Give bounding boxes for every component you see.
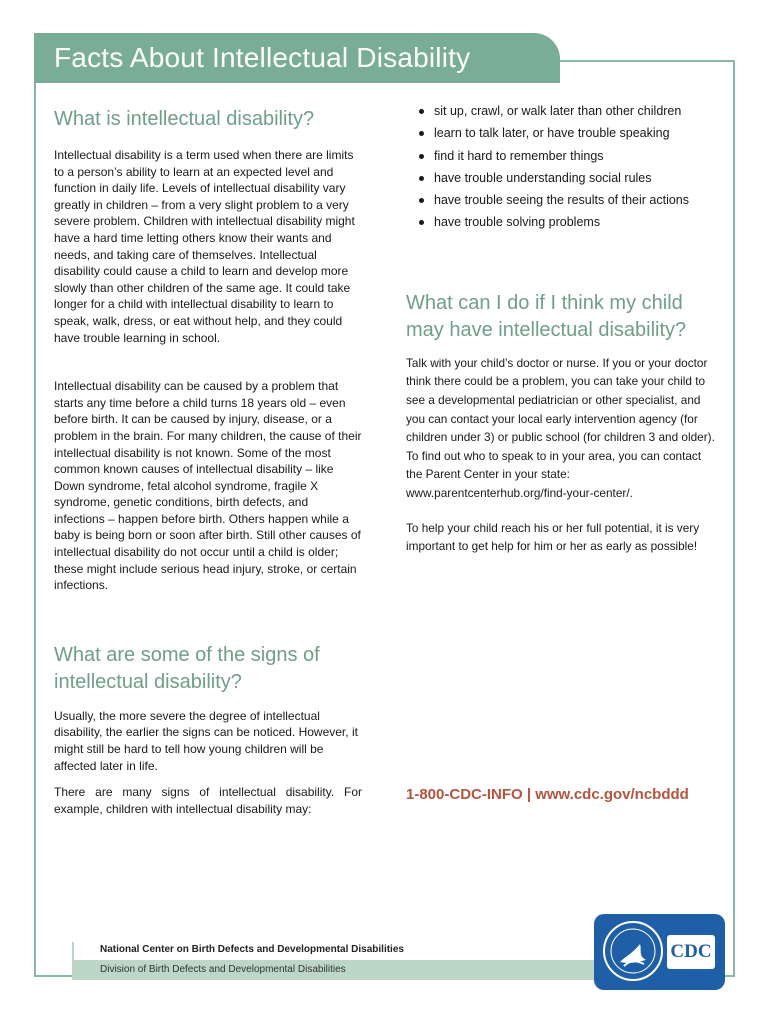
right-column (406, 100, 716, 556)
footer-center-name: National Center on Birth Defects and Developmental Disabilities (100, 944, 404, 955)
paragraph-talk-to-doctor: Talk with your child’s doctor or nurse. If you or your doctor think there could be a problem, you can take your child to see a developmental pediatrician or other specialist, and you can contact your local early intervention agency (for children under 3) or public school (for children 3 and older). To find out who to speak to in your area, you can contact the Parent Center in your state: www.parentcenterhub.org/find-your-center/. (406, 355, 715, 500)
list-item: have trouble seeing the results of their actions (406, 189, 716, 211)
list-item: learn to talk later, or have trouble speaking (406, 122, 716, 144)
cdc-logo (594, 914, 725, 990)
contact-line[interactable]: 1-800-CDC-INFO | www.cdc.gov/ncbddd (406, 786, 689, 803)
paragraph-severity: Usually, the more severe the degree of intellectual disability, the earlier the signs can be noticed. However, it might still be hard to tell how young children will be affected later in life. (54, 708, 358, 773)
page-title: Facts About Intellectual Disability (54, 42, 471, 73)
signs-list (406, 100, 716, 234)
paragraph-signs-intro: There are many signs of intellectual disability. For example, children with intellectual disability may: (54, 785, 362, 816)
paragraph-causes: Intellectual disability can be caused by a problem that starts any time before a child turns 18 years old – even before birth. It can be caused by injury, disease, or a problem in the brain. For many children, the cause of their intellectual disability is not known. Some of the most common known causes of intellectual disability – like Down syndrome, fetal alcohol syndrome, fragile X syndrome, genetic conditions, birth defects, and infections – happen before birth. Others happen while a baby is being born or soon after birth. Still other causes of intellectual disability do not occur until a child is older; these might include serious head injury, stroke, or certain infections. (54, 379, 362, 593)
list-item: find it hard to remember things (406, 145, 716, 167)
hhs-seal-icon (602, 920, 664, 982)
footer-left-line (72, 942, 74, 980)
list-item: have trouble understanding social rules (406, 167, 716, 189)
cdc-wordmark: CDC (667, 935, 715, 969)
left-column (54, 106, 362, 817)
heading-what-is: What is intellectual disability? (54, 108, 315, 130)
heading-what-can-i-do: What can I do if I think my child may have intellectual disability? (406, 291, 687, 341)
title-bar (34, 33, 560, 83)
list-item: sit up, crawl, or walk later than other children (406, 100, 716, 122)
list-item: have trouble solving problems (406, 211, 716, 233)
footer-division-name: Division of Birth Defects and Developmental Disabilities (100, 964, 346, 975)
heading-signs: What are some of the signs of intellectual disability? (54, 643, 320, 693)
frame-top-border (558, 60, 735, 62)
paragraph-definition: Intellectual disability is a term used when there are limits to a person’s ability to learn at an expected level and function in daily life. Levels of intellectual disability vary greatly in children – from a very slight problem to a very severe problem. Children with intellectual disability might have a hard time letting others know their wants and needs, and taking care of themselves. Intellectual disability could cause a child to learn and develop more slowly than other children of the same age. It could take longer for a child with intellectual disability to learn to speak, walk, dress, or eat without help, and they could have trouble learning in school. (54, 148, 355, 345)
paragraph-early-help: To help your child reach his or her full potential, it is very important to get help for him or her as early as possible! (406, 520, 700, 554)
